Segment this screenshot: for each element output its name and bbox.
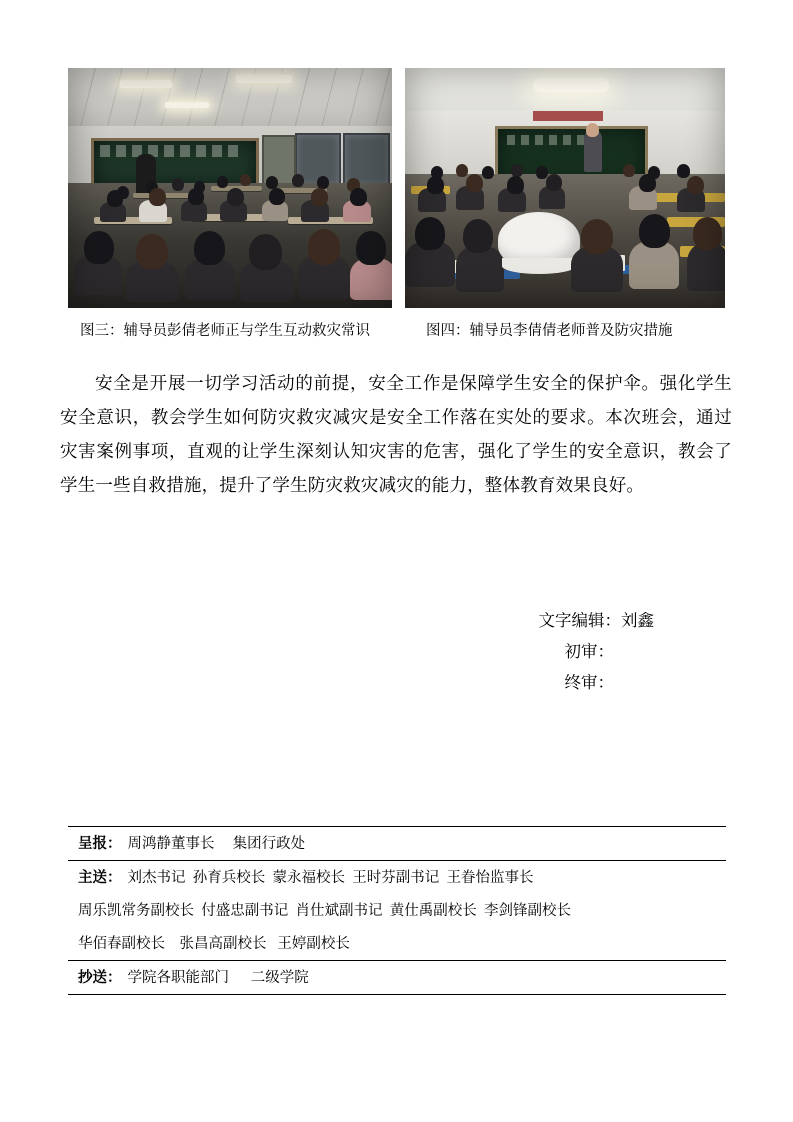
figure-captions bbox=[68, 320, 725, 342]
submit-value: 周鸿静董事长 集团行政处 bbox=[127, 836, 306, 852]
student-head bbox=[292, 174, 304, 187]
main-send-label: 主送： bbox=[78, 870, 122, 886]
student-head bbox=[415, 217, 445, 250]
student-head bbox=[456, 164, 468, 177]
figure-four-caption: 图四：辅导员李倩倩老师普及防灾措施 bbox=[426, 323, 673, 339]
first-review-line: 初审： bbox=[564, 642, 614, 661]
student-head bbox=[188, 188, 204, 205]
divider-bottom bbox=[68, 994, 726, 995]
student-head bbox=[546, 174, 562, 191]
student-head bbox=[427, 176, 444, 194]
student-head bbox=[149, 188, 166, 206]
student-audience bbox=[405, 68, 725, 308]
student-head bbox=[466, 174, 483, 192]
student-body bbox=[687, 243, 725, 291]
signature-block bbox=[60, 605, 732, 698]
student-head bbox=[581, 219, 613, 254]
student-head bbox=[172, 178, 184, 191]
white-baseball-cap bbox=[498, 212, 580, 268]
figure-four-image bbox=[405, 68, 725, 308]
student-head bbox=[136, 234, 168, 269]
student-head bbox=[227, 188, 244, 206]
student-head bbox=[463, 219, 493, 253]
copy-send-row bbox=[68, 961, 726, 994]
student-head bbox=[269, 188, 285, 205]
student-head bbox=[623, 164, 635, 177]
student-head bbox=[677, 164, 690, 178]
student-head bbox=[107, 190, 123, 207]
student-head bbox=[308, 229, 340, 265]
student-head bbox=[194, 231, 225, 265]
final-review-line: 终审： bbox=[564, 673, 614, 692]
student-head bbox=[311, 188, 328, 206]
figure-three-image bbox=[68, 68, 392, 308]
student-head bbox=[217, 176, 228, 188]
copy-send-label: 抄送： bbox=[78, 970, 122, 986]
student-head bbox=[507, 176, 524, 194]
student-head bbox=[687, 176, 704, 194]
student-head bbox=[693, 217, 722, 250]
student-head bbox=[249, 234, 282, 270]
main-send-row bbox=[68, 861, 726, 894]
student-head bbox=[356, 231, 386, 265]
distribution-block bbox=[68, 826, 726, 995]
editor-line: 文字编辑：刘鑫 bbox=[538, 611, 654, 630]
student-head bbox=[482, 166, 494, 179]
figure-three-caption: 图三：辅导员彭倩老师正与学生互动救灾常识 bbox=[80, 323, 370, 339]
student-head bbox=[639, 174, 656, 192]
main-send-value: 刘杰书记 孙育兵校长 蒙永福校长 王时芬副书记 王眷怡监事长 bbox=[127, 870, 534, 886]
main-send-continuation-2: 华佰春副校长 张昌高副校长 王婷副校长 bbox=[78, 936, 350, 952]
figure-row bbox=[68, 68, 725, 308]
main-send-continuation-1: 周乐凯常务副校长 付盛忠副书记 肖仕斌副书记 黄仕禹副校长 李剑锋副校长 bbox=[78, 903, 571, 919]
submit-row bbox=[68, 827, 726, 860]
student-audience bbox=[68, 68, 392, 308]
student-head bbox=[639, 214, 670, 248]
submit-label: 呈报： bbox=[78, 836, 122, 852]
body-paragraph: 安全是开展一切学习活动的前提，安全工作是保障学生安全的保护伞。强化学生安全意识，教会学生如何防灾救灾减灾是安全工作落在实处的要求。本次班会，通过灾害案例事项，直观的让学生深刻认知灾害的危害，强化了学生的安全意识，教会了学生一些自救措施，提升了学生防灾救灾减灾的能力，整体教育效果良好。 bbox=[60, 372, 732, 495]
copy-send-value: 学院各职能部门 二级学院 bbox=[127, 970, 309, 986]
student-head bbox=[240, 174, 251, 186]
student-head bbox=[350, 188, 367, 206]
student-head bbox=[511, 164, 523, 177]
student-head bbox=[84, 231, 114, 264]
